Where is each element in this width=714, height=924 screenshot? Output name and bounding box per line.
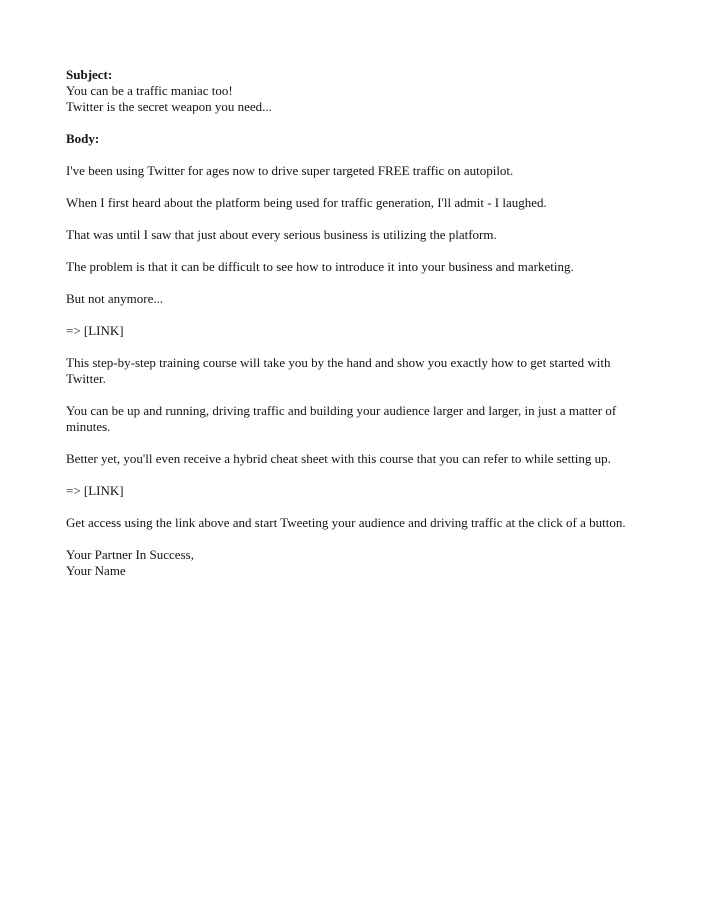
body-label: Body:	[66, 131, 100, 146]
signature-line-1: Your Partner In Success,	[66, 547, 194, 562]
body-paragraph: I've been using Twitter for ages now to drive super targeted FREE traffic on autopilot.	[66, 163, 514, 178]
email-body	[66, 163, 648, 531]
subject-label: Subject:	[66, 67, 113, 82]
body-paragraph: The problem is that it can be difficult to see how to introduce it into your business and marketing.	[66, 259, 574, 274]
body-paragraph: Get access using the link above and start Tweeting your audience and driving traffic at the click of a button.	[66, 515, 626, 530]
body-paragraph: When I first heard about the platform being used for traffic generation, I'll admit - I laughed.	[66, 195, 547, 210]
body-paragraph: => [LINK]	[66, 483, 124, 498]
signature-line-2: Your Name	[66, 563, 126, 578]
body-paragraph: That was until I saw that just about every serious business is utilizing the platform.	[66, 227, 497, 242]
body-paragraph: => [LINK]	[66, 323, 124, 338]
body-paragraph: You can be up and running, driving traffic and building your audience larger and larger, in just a matter of minutes.	[66, 403, 617, 434]
subject-line-2: Twitter is the secret weapon you need...	[66, 99, 272, 114]
subject-line-1: You can be a traffic maniac too!	[66, 83, 233, 98]
document-content	[66, 67, 648, 579]
body-paragraph: But not anymore...	[66, 291, 164, 306]
body-paragraph: This step-by-step training course will take you by the hand and show you exactly how to get started with Twitter.	[66, 355, 611, 386]
signature-block	[66, 547, 648, 579]
subject-block	[66, 67, 648, 115]
body-paragraph: Better yet, you'll even receive a hybrid cheat sheet with this course that you can refer to while setting up.	[66, 451, 611, 466]
